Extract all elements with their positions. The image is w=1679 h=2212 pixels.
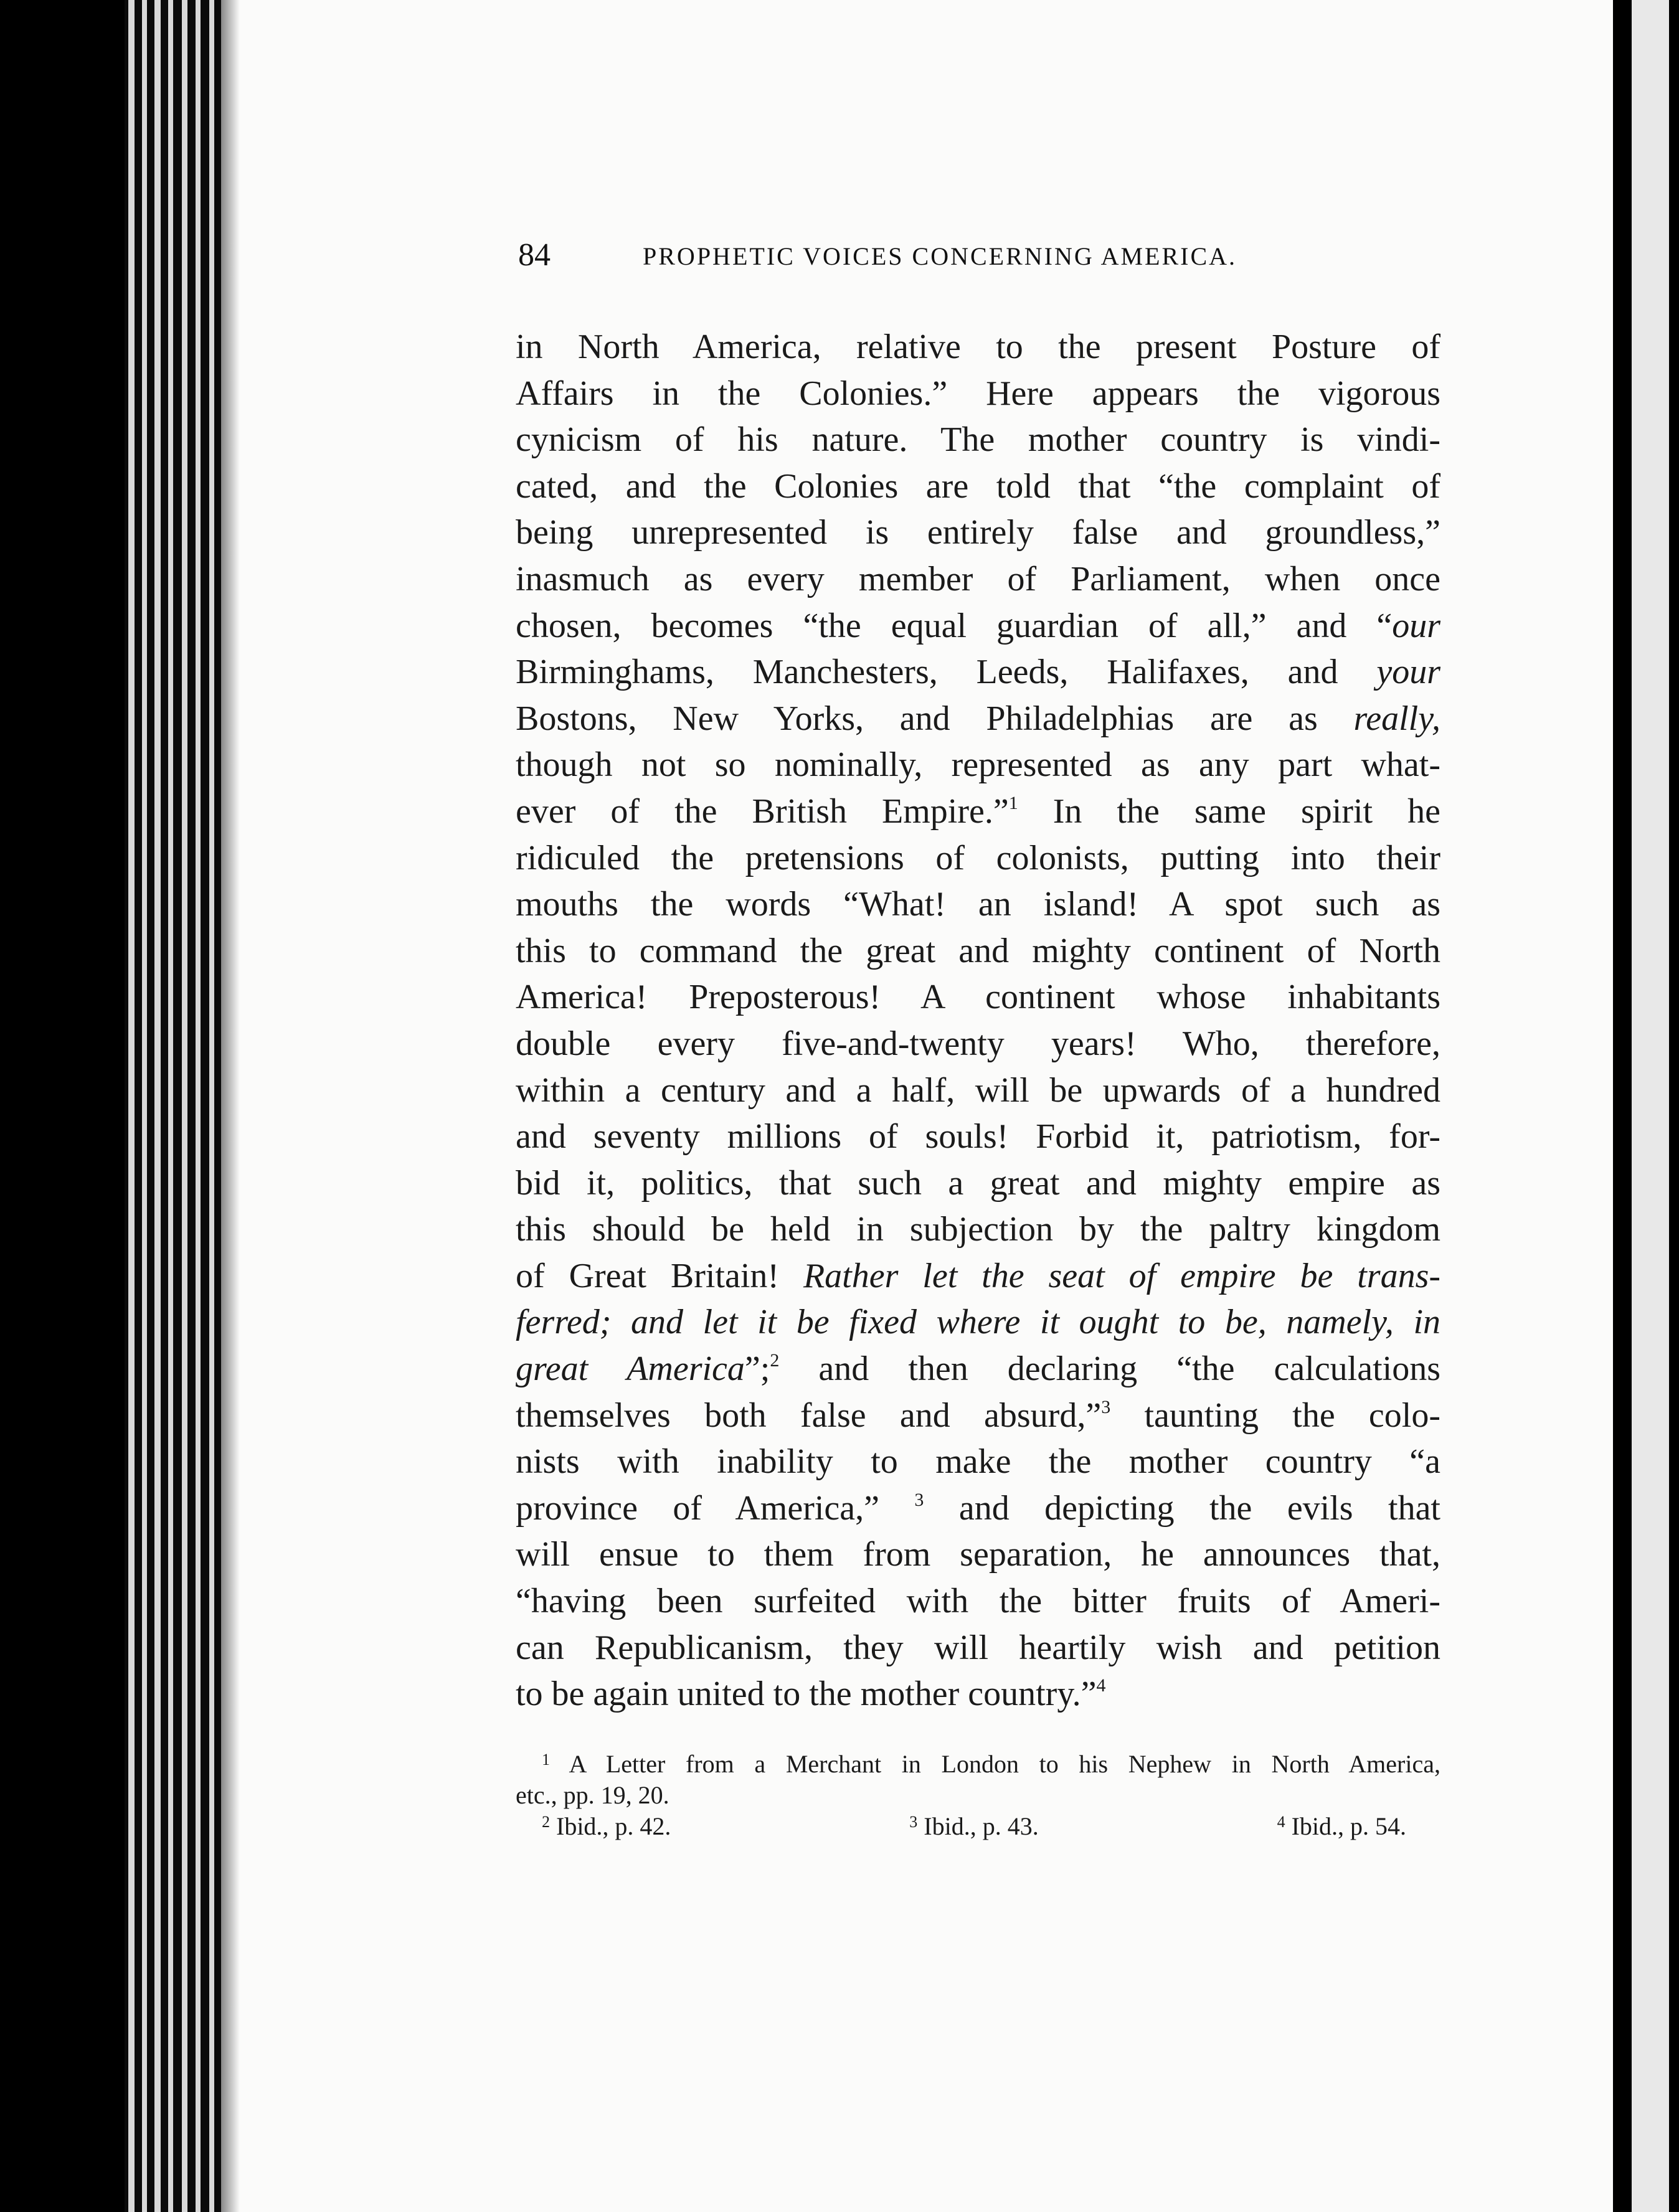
italic-span: your <box>1376 653 1440 692</box>
italic-span: ferred; and let it be fixed where it ought to be, namely, in <box>516 1303 1440 1342</box>
footnote-2 <box>542 1811 671 1842</box>
right-gutter <box>1613 0 1679 2212</box>
text-span: ”; <box>744 1349 770 1389</box>
text-line: cated, and the Colonies are told that “the complaint of <box>516 466 1440 506</box>
footnote-text: Ibid., p. 43. <box>917 1812 1039 1840</box>
text-span: to be again united to the mother country.” <box>516 1675 1097 1714</box>
text-line: mouths the words “What! an island! A spot such as <box>516 885 1440 924</box>
text-line: this should be held in subjection by the paltry kingdom <box>516 1210 1440 1249</box>
text-line <box>516 1671 1440 1718</box>
footnote-text: Ibid., p. 42. <box>550 1812 671 1840</box>
italic-span: really, <box>1353 699 1440 738</box>
footnote-1 <box>516 1749 1440 1780</box>
footnote-row <box>516 1811 1440 1842</box>
footnote-4 <box>1277 1811 1406 1842</box>
text-line <box>516 603 1440 650</box>
text-span: chosen, becomes “the equal guardian of all,” and “ <box>516 606 1393 645</box>
footnote-1-cont: etc., pp. 19, 20. <box>516 1781 669 1809</box>
italic-span: our <box>1392 606 1440 645</box>
page-edge-stack <box>125 0 224 2212</box>
text-span: and depicting the evils that <box>924 1488 1440 1528</box>
text-line <box>516 1253 1440 1300</box>
text-line: this to command the great and mighty continent of North <box>516 931 1440 970</box>
body-text <box>516 324 1440 1718</box>
text-span: of Great Britain! <box>516 1256 803 1295</box>
text-line: will ensue to them from separation, he announces that, <box>516 1535 1440 1574</box>
text-line: cynicism of his nature. The mother country is vindi- <box>516 420 1440 460</box>
footnote-3 <box>909 1811 1038 1842</box>
text-line <box>516 696 1440 742</box>
footnote-ref: 3 <box>914 1489 924 1510</box>
footnote-mark: 1 <box>542 1751 550 1769</box>
text-line <box>516 1346 1440 1392</box>
footnote-mark: 3 <box>909 1813 918 1831</box>
footnote-ref: 4 <box>1096 1675 1106 1696</box>
text-span: ever of the British Empire.” <box>516 792 1009 831</box>
footnote-ref: 1 <box>1008 792 1018 813</box>
text-line: America! Preposterous! A continent whose inhabitants <box>516 978 1440 1017</box>
text-line: being unrepresented is entirely false and groundless,” <box>516 513 1440 552</box>
footnotes <box>516 1749 1440 1842</box>
text-line: Affairs in the Colonies.” Here appears the vigorous <box>516 374 1440 413</box>
text-span: Birminghams, Manchesters, Leeds, Halifaxes, and <box>516 653 1377 692</box>
text-line: inasmuch as every member of Parliament, when once <box>516 559 1440 598</box>
text-span: and then declaring “the calculations <box>779 1349 1440 1389</box>
text-line: double every five-and-twenty years! Who, therefore, <box>516 1024 1440 1063</box>
text-span: taunting the colo- <box>1110 1396 1440 1435</box>
footnote-text: A Letter from a Merchant in London to his Nephew in North America, <box>550 1750 1440 1778</box>
footnote-mark: 2 <box>542 1813 550 1831</box>
text-span: province of America,” <box>516 1488 915 1528</box>
text-line <box>516 1299 1440 1346</box>
text-line: and seventy millions of souls! Forbid it, patriotism, for- <box>516 1117 1440 1156</box>
text-line: can Republicanism, they will heartily wish and petition <box>516 1628 1440 1667</box>
gutter-shadow <box>221 0 240 2212</box>
footnote-text: Ibid., p. 54. <box>1285 1812 1406 1840</box>
text-line: ridiculed the pretensions of colonists, putting into their <box>516 838 1440 877</box>
italic-span: great America <box>516 1349 745 1389</box>
text-line: nists with inability to make the mother country “a <box>516 1442 1440 1482</box>
text-span: Bostons, New Yorks, and Philadelphias are as <box>516 699 1354 738</box>
footnote-ref: 2 <box>770 1350 780 1371</box>
running-head: PROPHETIC VOICES CONCERNING AMERICA. <box>643 242 1237 270</box>
text-line <box>516 788 1440 835</box>
text-line: though not so nominally, represented as any part what- <box>516 745 1440 785</box>
text-line: within a century and a half, will be upwards of a hundred <box>516 1071 1440 1110</box>
text-line: in North America, relative to the present Posture of <box>516 328 1440 366</box>
italic-span: Rather let the seat of empire be trans- <box>803 1256 1441 1295</box>
text-line <box>516 1485 1440 1532</box>
text-line <box>516 649 1440 696</box>
footnote-mark: 4 <box>1277 1813 1285 1831</box>
text-span: themselves both false and absurd,” <box>516 1396 1102 1435</box>
text-line: “having been surfeited with the bitter fruits of Ameri- <box>516 1582 1440 1621</box>
page-number: 84 <box>518 237 551 273</box>
text-line <box>516 1392 1440 1439</box>
text-line: bid it, politics, that such a great and mighty empire as <box>516 1163 1440 1203</box>
footnote-ref: 3 <box>1101 1396 1111 1417</box>
text-span: In the same spirit he <box>1018 792 1440 831</box>
page-header <box>518 237 1346 293</box>
